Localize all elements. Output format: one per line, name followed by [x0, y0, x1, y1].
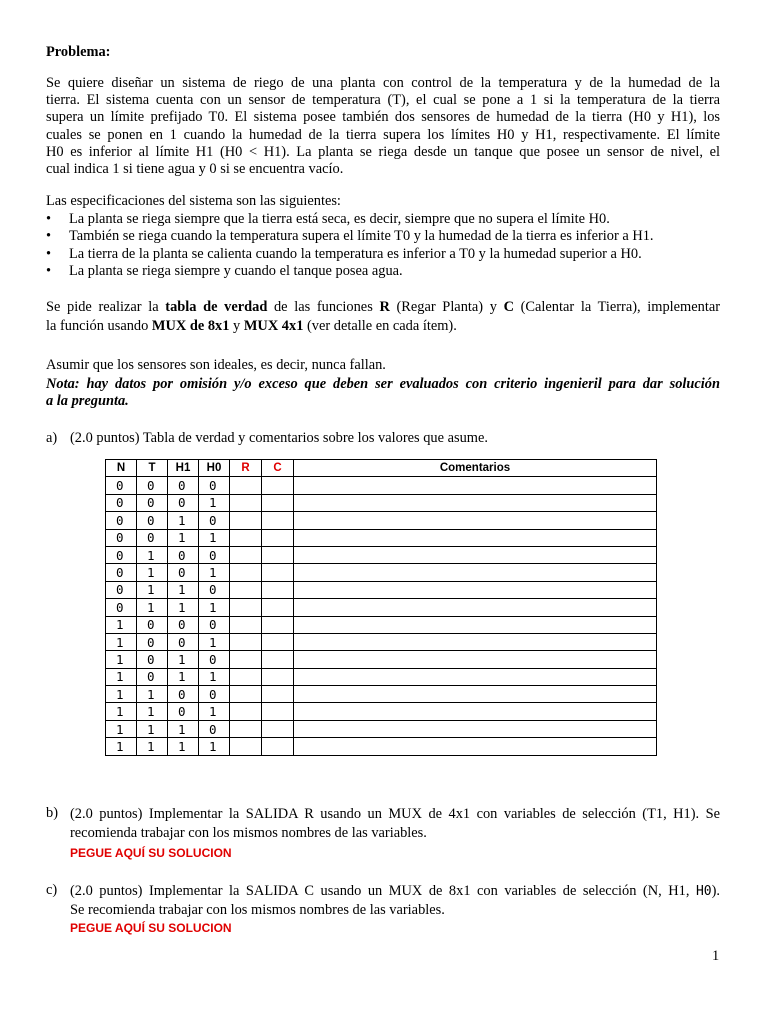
- cell-h1: 0: [168, 633, 199, 650]
- cell-t: 1: [137, 686, 168, 703]
- cell-c[interactable]: [262, 564, 294, 581]
- cell-comment[interactable]: [294, 738, 657, 755]
- bullet-icon: •: [46, 263, 52, 280]
- cell-h0: 0: [199, 616, 230, 633]
- cell-c[interactable]: [262, 546, 294, 563]
- cell-h0: 0: [199, 546, 230, 563]
- cell-n: 1: [106, 686, 137, 703]
- cell-t: 1: [137, 564, 168, 581]
- intro-line: H0 es inferior al límite H1 (H0 < H1). La planta se riega desde un tanque que posee un sensor de nivel, el: [46, 143, 720, 160]
- cell-n: 1: [106, 738, 137, 755]
- cell-h0: 1: [199, 564, 230, 581]
- spec-item: • También se riega cuando la temperatura supera el límite T0 y la humedad de la tierra es inferior a H1.: [46, 228, 654, 245]
- cell-r[interactable]: [230, 738, 262, 755]
- table-row: [106, 720, 657, 737]
- cell-comment[interactable]: [294, 546, 657, 563]
- cell-h1: 1: [168, 720, 199, 737]
- col-header-h1: H1: [168, 460, 199, 477]
- cell-n: 0: [106, 477, 137, 494]
- cell-comment[interactable]: [294, 633, 657, 650]
- cell-n: 0: [106, 512, 137, 529]
- cell-c[interactable]: [262, 686, 294, 703]
- cell-h0: 1: [199, 599, 230, 616]
- cell-comment[interactable]: [294, 564, 657, 581]
- cell-t: 1: [137, 546, 168, 563]
- cell-c[interactable]: [262, 703, 294, 720]
- item-b-letter: b): [46, 805, 58, 821]
- cell-comment[interactable]: [294, 599, 657, 616]
- table-row: [106, 738, 657, 755]
- table-row: [106, 546, 657, 563]
- table-row: [106, 651, 657, 668]
- cell-r[interactable]: [230, 703, 262, 720]
- cell-r[interactable]: [230, 686, 262, 703]
- intro-line: cual indica 1 si tiene agua y 0 si se encuentra vacío.: [46, 161, 344, 178]
- cell-t: 0: [137, 477, 168, 494]
- spec-list: [46, 211, 654, 281]
- cell-c[interactable]: [262, 651, 294, 668]
- item-b-line: (2.0 puntos) Implementar la SALIDA R usando un MUX de 4x1 con variables de selección (T1, H1). Se: [70, 806, 720, 822]
- cell-h0: 0: [199, 512, 230, 529]
- cell-h1: 1: [168, 668, 199, 685]
- cell-r[interactable]: [230, 651, 262, 668]
- item-b-line: recomienda trabajar con los mismos nombres de las variables.: [70, 825, 427, 841]
- item-c-body: (2.0 puntos) Implementar la SALIDA C usando un MUX de 8x1 con variables de selección (N, H1, H0). Se recomienda trabajar con los mismos nombres de las variables. PEGUE AQUÍ SU SOLUCION: [70, 883, 720, 935]
- cell-c[interactable]: [262, 616, 294, 633]
- table-row: [106, 633, 657, 650]
- item-c-answer-placeholder: PEGUE AQUÍ SU SOLUCION: [70, 921, 232, 935]
- cell-c[interactable]: [262, 529, 294, 546]
- cell-r[interactable]: [230, 668, 262, 685]
- cell-c[interactable]: [262, 494, 294, 511]
- cell-r[interactable]: [230, 546, 262, 563]
- table-row: [106, 512, 657, 529]
- cell-comment[interactable]: [294, 494, 657, 511]
- cell-t: 0: [137, 668, 168, 685]
- cell-comment[interactable]: [294, 581, 657, 598]
- cell-comment[interactable]: [294, 616, 657, 633]
- truth-table: [105, 459, 657, 756]
- cell-h1: 1: [168, 738, 199, 755]
- cell-t: 1: [137, 738, 168, 755]
- col-header-h0: H0: [199, 460, 230, 477]
- cell-h1: 0: [168, 616, 199, 633]
- cell-h1: 0: [168, 703, 199, 720]
- request-paragraph: Se pide realizar la tabla de verdad de las funciones R (Regar Planta) y C (Calentar la Tierra), implementar la función usando MUX de 8x1 y MUX 4x1 (ver detalle en cada ítem).: [46, 299, 720, 334]
- cell-h1: 0: [168, 477, 199, 494]
- spec-title: Las especificaciones del sistema son las siguientes:: [46, 193, 341, 209]
- cell-comment[interactable]: [294, 477, 657, 494]
- spec-item: • La tierra de la planta se calienta cuando la temperatura es inferior a T0 y la humedad superior a H0.: [46, 245, 642, 262]
- cell-comment[interactable]: [294, 668, 657, 685]
- cell-t: 0: [137, 651, 168, 668]
- cell-comment[interactable]: [294, 512, 657, 529]
- cell-c[interactable]: [262, 599, 294, 616]
- bullet-icon: •: [46, 245, 52, 262]
- cell-h1: 1: [168, 512, 199, 529]
- intro-line: cuales se ponen en 1 cuando la humedad de la tierra supera los límites H0 y H1, respectivamente. El límite: [46, 126, 720, 143]
- cell-c[interactable]: [262, 581, 294, 598]
- cell-t: 0: [137, 633, 168, 650]
- cell-r[interactable]: [230, 581, 262, 598]
- col-header-c: C: [262, 460, 294, 477]
- bullet-icon: •: [46, 228, 52, 245]
- cell-n: 1: [106, 651, 137, 668]
- cell-c[interactable]: [262, 668, 294, 685]
- cell-h0: 0: [199, 686, 230, 703]
- cell-n: 1: [106, 720, 137, 737]
- cell-t: 1: [137, 703, 168, 720]
- cell-t: 0: [137, 494, 168, 511]
- cell-t: 0: [137, 616, 168, 633]
- cell-h0: 0: [199, 581, 230, 598]
- cell-c[interactable]: [262, 512, 294, 529]
- table-header-row: [106, 460, 657, 477]
- col-header-comments: Comentarios: [294, 460, 657, 477]
- cell-r[interactable]: [230, 494, 262, 511]
- intro-line: tierra. El sistema cuenta con un sensor de temperatura (T), el cual se pone a 1 si la temperatura de la tierra: [46, 92, 720, 109]
- cell-h0: 0: [199, 477, 230, 494]
- cell-h1: 0: [168, 686, 199, 703]
- cell-n: 0: [106, 564, 137, 581]
- cell-r[interactable]: [230, 720, 262, 737]
- cell-t: 0: [137, 529, 168, 546]
- col-header-n: N: [106, 460, 137, 477]
- cell-r[interactable]: [230, 564, 262, 581]
- cell-h0: 1: [199, 494, 230, 511]
- table-row: [106, 686, 657, 703]
- cell-h1: 0: [168, 546, 199, 563]
- cell-comment[interactable]: [294, 703, 657, 720]
- cell-h0: 1: [199, 703, 230, 720]
- cell-t: 1: [137, 720, 168, 737]
- col-header-r: R: [230, 460, 262, 477]
- cell-n: 0: [106, 581, 137, 598]
- cell-c[interactable]: [262, 633, 294, 650]
- item-c-line: Se recomienda trabajar con los mismos nombres de las variables.: [70, 902, 445, 918]
- cell-r[interactable]: [230, 529, 262, 546]
- item-a-text: (2.0 puntos) Tabla de verdad y comentarios sobre los valores que asume.: [70, 430, 488, 446]
- cell-r[interactable]: [230, 477, 262, 494]
- cell-h1: 0: [168, 564, 199, 581]
- cell-r[interactable]: [230, 599, 262, 616]
- cell-n: 0: [106, 599, 137, 616]
- table-row: [106, 616, 657, 633]
- cell-n: 1: [106, 633, 137, 650]
- cell-comment[interactable]: [294, 651, 657, 668]
- cell-c[interactable]: [262, 477, 294, 494]
- cell-r[interactable]: [230, 616, 262, 633]
- cell-comment[interactable]: [294, 720, 657, 737]
- cell-h1: 1: [168, 651, 199, 668]
- item-c-letter: c): [46, 882, 58, 898]
- item-b-body: [70, 805, 720, 863]
- table-row: [106, 564, 657, 581]
- table-row: [106, 494, 657, 511]
- cell-h0: 0: [199, 720, 230, 737]
- item-a-letter: a): [46, 430, 58, 446]
- cell-n: 1: [106, 668, 137, 685]
- cell-h0: 1: [199, 738, 230, 755]
- cell-n: 1: [106, 703, 137, 720]
- cell-c[interactable]: [262, 720, 294, 737]
- cell-comment[interactable]: [294, 529, 657, 546]
- cell-r[interactable]: [230, 512, 262, 529]
- cell-c[interactable]: [262, 738, 294, 755]
- cell-n: 1: [106, 616, 137, 633]
- cell-r[interactable]: [230, 633, 262, 650]
- table-row: [106, 703, 657, 720]
- bullet-icon: •: [46, 211, 52, 227]
- table-row: [106, 477, 657, 494]
- cell-n: 0: [106, 494, 137, 511]
- spec-item: • La planta se riega siempre y cuando el tanque posea agua.: [46, 263, 403, 280]
- intro-line: Se quiere diseñar un sistema de riego de una planta con control de la temperatura y de la humedad de la: [46, 75, 720, 91]
- item-b-answer-placeholder: PEGUE AQUÍ SU SOLUCION: [70, 846, 232, 860]
- cell-h1: 1: [168, 581, 199, 598]
- cell-t: 0: [137, 512, 168, 529]
- cell-h1: 1: [168, 529, 199, 546]
- cell-h1: 1: [168, 599, 199, 616]
- table-row: [106, 599, 657, 616]
- cell-h0: 1: [199, 633, 230, 650]
- spec-item: • La planta se riega siempre que la tierra está seca, es decir, siempre que no supera el límite H0.: [46, 211, 610, 227]
- table-row: [106, 668, 657, 685]
- cell-h0: 1: [199, 668, 230, 685]
- table-row: [106, 529, 657, 546]
- cell-t: 1: [137, 599, 168, 616]
- cell-n: 0: [106, 529, 137, 546]
- cell-n: 0: [106, 546, 137, 563]
- cell-h1: 0: [168, 494, 199, 511]
- cell-h0: 1: [199, 529, 230, 546]
- page-number: 1: [712, 948, 720, 964]
- cell-h0: 0: [199, 651, 230, 668]
- cell-comment[interactable]: [294, 686, 657, 703]
- col-header-t: T: [137, 460, 168, 477]
- cell-t: 1: [137, 581, 168, 598]
- problem-heading: Problema:: [46, 44, 111, 60]
- table-row: [106, 581, 657, 598]
- intro-paragraph: [46, 75, 720, 178]
- intro-line: supera un límite prefijado T0. El sistema posee también dos sensores de humedad de la tierra (H0 y H1), los: [46, 109, 720, 126]
- assumption-text: Asumir que los sensores son ideales, es decir, nunca fallan.: [46, 357, 386, 373]
- note-text: Nota: hay datos por omisión y/o exceso que deben ser evaluados con criterio ingenieril para dar solución a la pregunta.: [46, 376, 720, 410]
